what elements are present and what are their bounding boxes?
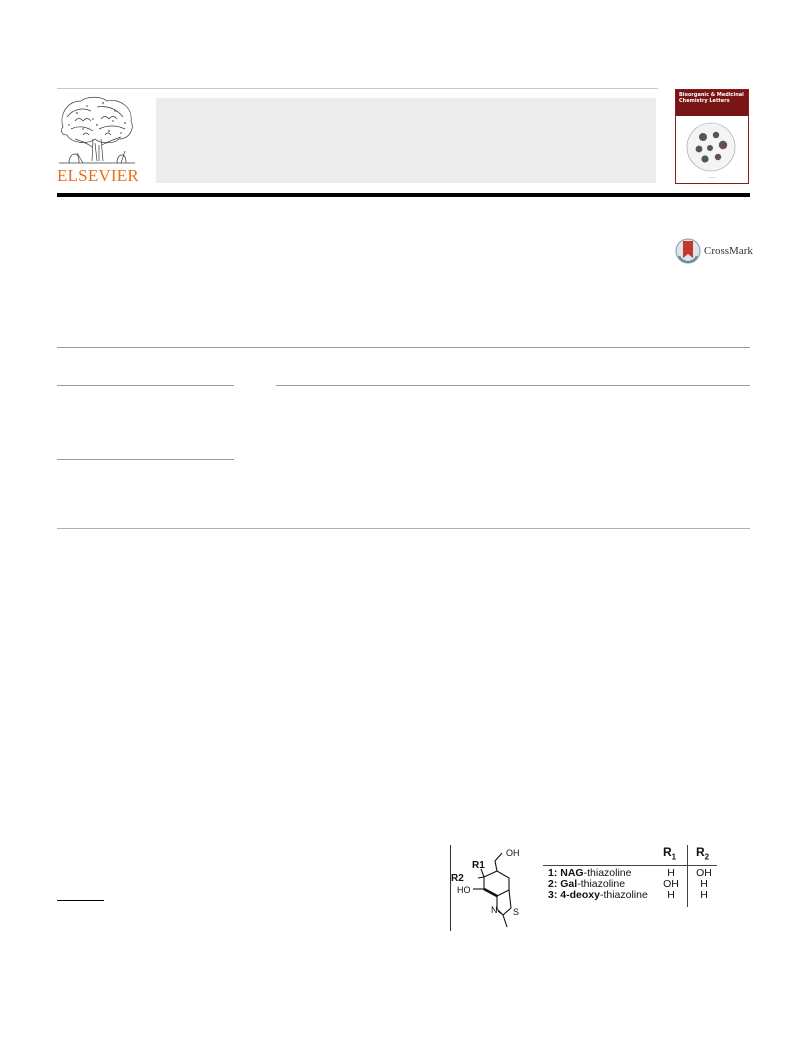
header-top-rule: [57, 88, 658, 89]
abstract-bottom-rule: [57, 528, 750, 529]
table-row-compound: 3: 4-deoxy-thiazoline: [548, 889, 648, 901]
table-row-r2-value: H: [700, 878, 708, 890]
cover-art-icon: [685, 121, 737, 173]
structure-r2-label: R2: [451, 873, 464, 884]
table-row-r1-value: H: [667, 889, 675, 901]
table-column-rule: [687, 845, 688, 907]
crossmark-label: CrossMark: [704, 245, 753, 257]
crossmark-icon: [675, 236, 701, 268]
keywords-rule: [57, 459, 234, 460]
structure-n-label: N: [491, 905, 498, 915]
structure-ho-label: HO: [457, 885, 471, 895]
elsevier-wordmark: ELSEVIER: [57, 166, 139, 185]
footnote-rule: [57, 900, 104, 901]
thiazoline-compound-table: [543, 845, 721, 907]
structure-r1-label: R1: [472, 860, 485, 871]
table-row-r1-value: H: [667, 867, 675, 879]
header-thick-rule: [57, 193, 750, 197]
publisher-logo[interactable]: [57, 95, 137, 185]
journal-cover-thumbnail[interactable]: [675, 89, 749, 184]
table-row-r2-value: OH: [696, 867, 712, 879]
table-row-compound: 2: Gal-thiazoline: [548, 878, 626, 890]
table-row-compound: 1: NAG-thiazoline: [548, 867, 632, 879]
structure-s-label: S: [513, 907, 520, 917]
table-row-r1-value: OH: [663, 878, 679, 890]
abstract-column-rule: [276, 385, 750, 386]
cover-footer-strip: ———: [707, 175, 717, 179]
structure-oh-label: OH: [506, 848, 520, 858]
cover-journal-title: Bioorganic & Medicinal Chemistry Letters: [679, 92, 744, 104]
article-info-column-rule: [57, 385, 234, 386]
article-info-top-rule: [57, 347, 750, 348]
table-row-r2-value: H: [700, 889, 708, 901]
table-header-rule: [543, 865, 717, 866]
journal-masthead-banner: [156, 98, 656, 183]
table-header-r2: $R_2$: [696, 845, 710, 862]
thiazoline-structure-icon: [451, 843, 542, 933]
crossmark-badge[interactable]: [675, 236, 751, 268]
elsevier-tree-logo-icon: [57, 95, 137, 167]
table-header-r1: $R_1$: [663, 845, 677, 862]
